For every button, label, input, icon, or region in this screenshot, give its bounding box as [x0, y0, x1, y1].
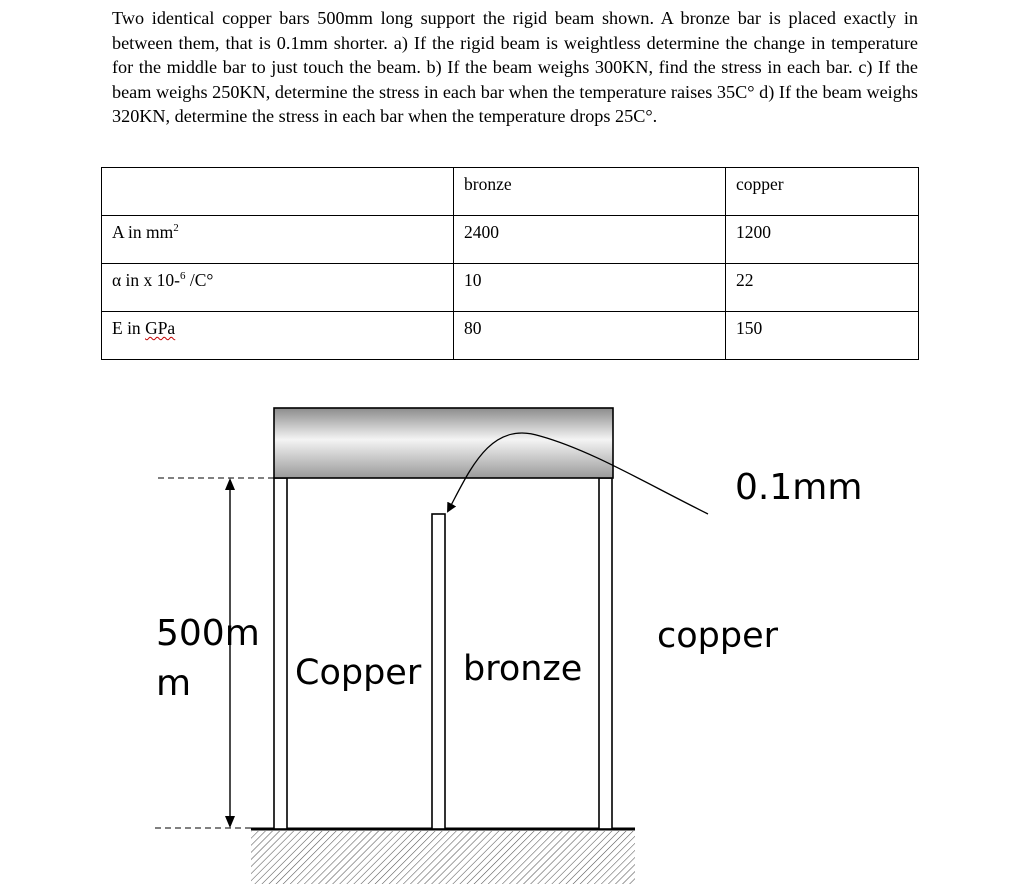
length-label-line1: 500m: [156, 613, 260, 654]
length-label-line2: m: [156, 663, 192, 704]
table-header-copper: copper: [726, 168, 919, 216]
alpha-bronze-value: 10: [454, 264, 726, 312]
gap-label: 0.1mm: [735, 467, 863, 508]
middle-bronze-bar: [432, 514, 445, 829]
row-label-modulus-text: E in: [112, 318, 146, 338]
alpha-copper-value: 22: [726, 264, 919, 312]
row-label-alpha-sup: 6: [179, 270, 186, 283]
problem-statement: Two identical copper bars 500mm long support the rigid beam shown. A bronze bar is placed exactly in between them, that is 0.1mm shorter. a) If the rigid beam is weightless determine the change in temperature for the middle bar to just touch the beam. b) If the beam weighs 300KN, find the stress in each bar. c) If the beam weighs 250KN, determine the stress in each bar when the temperature raises 35C° d) If the beam weighs 320KN, determine the stress in each bar when the temperature drops 25C°.: [112, 8, 918, 127]
right-copper-bar: [599, 478, 612, 829]
length-arrow-top-icon: [225, 478, 235, 490]
area-copper-value: 1200: [726, 216, 919, 264]
row-label-alpha-unit: /C°: [185, 270, 214, 290]
area-bronze-value: 2400: [454, 216, 726, 264]
row-label-modulus-unit: GPa: [145, 318, 176, 338]
ground-hatch: [251, 831, 635, 884]
right-bar-label: copper: [657, 616, 779, 656]
middle-bar-label: bronze: [463, 649, 583, 689]
left-bar-label: Copper: [295, 653, 422, 693]
modulus-copper-value: 150: [726, 312, 919, 360]
modulus-bronze-value: 80: [454, 312, 726, 360]
row-label-area-sup: 2: [173, 222, 179, 235]
row-label-area-text: A in mm: [112, 222, 174, 242]
length-arrow-bottom-icon: [225, 816, 235, 828]
row-label-alpha-text: α in x 10-: [112, 270, 180, 290]
table-header-bronze: bronze: [454, 168, 726, 216]
left-copper-bar: [274, 478, 287, 829]
